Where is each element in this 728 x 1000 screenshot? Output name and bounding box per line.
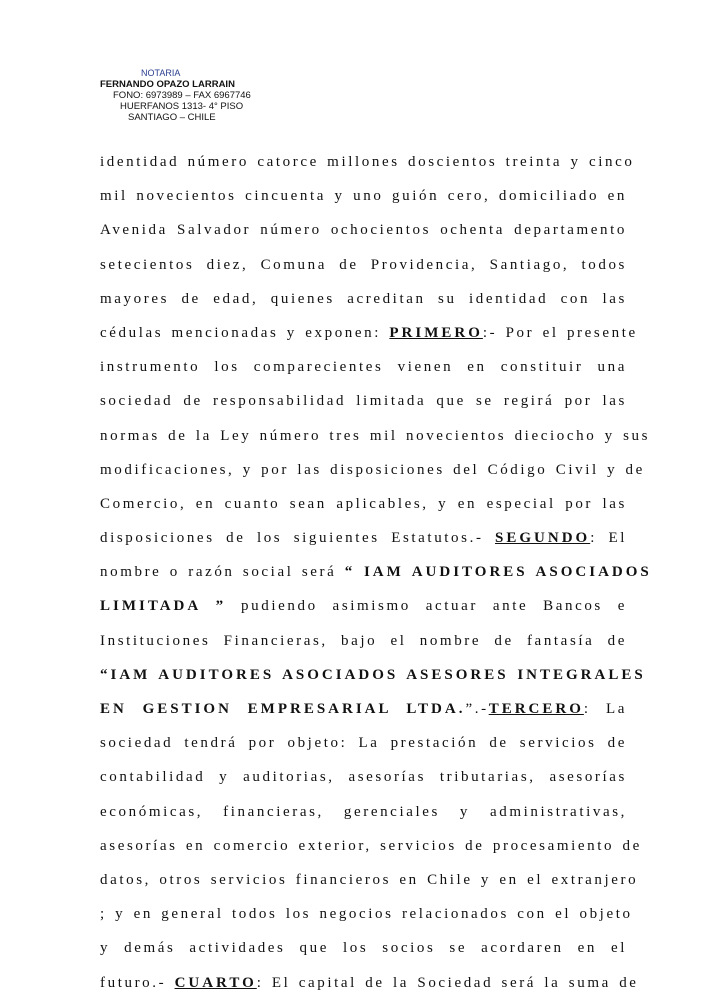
text-line (100, 863, 639, 897)
text-run: Comercio, en cuanto sean aplicables, y en especial por las (100, 495, 627, 512)
text-line (100, 248, 627, 282)
text-run: sociedad de responsabilidad limitada que se regirá por las (100, 393, 627, 410)
text-line (100, 179, 627, 213)
text-run: : El (590, 530, 627, 547)
text-run: normas de la Ley número tres mil novecientos dieciocho y sus (100, 427, 651, 444)
notary-address: HUERFANOS 1313- 4° PISO (120, 101, 244, 112)
text-line (100, 658, 646, 692)
text-run: Instituciones Financieras, bajo el nombre de fantasía de (100, 632, 627, 649)
text-run: identidad número catorce millones doscientos treinta y cinco (100, 154, 635, 170)
text-line (100, 726, 627, 760)
text-run: setecientos diez, Comuna de Providencia, Santiago, todos (100, 256, 627, 273)
text-run: ; y en general todos los negocios relacionados con el objeto (100, 906, 633, 923)
text-run: mil novecientos cincuenta y uno guión cero, domiciliado en (100, 188, 627, 205)
text-run: : La (583, 701, 628, 717)
clause-heading: SEGUNDO (495, 530, 591, 547)
text-line (100, 829, 642, 863)
text-line (100, 931, 627, 965)
clause-heading: PRIMERO (389, 324, 483, 341)
text-line (100, 624, 627, 658)
text-run: pudiendo asimismo actuar ante Bancos e (226, 598, 627, 615)
text-line (100, 555, 652, 589)
deed-body-text (100, 145, 652, 1000)
text-run: mayores de edad, quienes acreditan su identidad con las (100, 290, 627, 307)
text-run: instrumento los comparecientes vienen en constituir una (100, 359, 627, 376)
text-run: : El capital de la Sociedad será la suma de (256, 974, 639, 991)
text-run: cédulas mencionadas y exponen: (100, 324, 390, 341)
text-line (100, 692, 627, 726)
text-run: sociedad tendrá por objeto: La prestación de servicios de (100, 735, 627, 752)
company-name-text: LIMITADA ” (100, 598, 227, 615)
text-line (100, 795, 627, 829)
text-line (100, 145, 635, 179)
text-line (100, 966, 639, 1000)
text-run: asesorías en comercio exterior, servicios de procesamiento de (100, 837, 642, 854)
clause-heading: TERCERO (488, 701, 584, 717)
text-run: nombre o razón social será (100, 564, 345, 581)
text-line (100, 589, 627, 623)
text-run: económicas, financieras, gerenciales y administrativas, (100, 803, 627, 820)
text-run: :- Por el presente (482, 324, 638, 341)
notary-phone-fax: FONO: 6973989 – FAX 6967746 (113, 90, 251, 101)
text-run: Avenida Salvador número ochocientos ochenta departamento (100, 222, 627, 239)
text-line (100, 316, 638, 350)
text-run: modificaciones, y por las disposiciones del Código Civil y de (100, 461, 645, 478)
text-line (100, 521, 627, 555)
text-run: ”.- (465, 701, 489, 717)
text-line (100, 384, 627, 418)
clause-heading: CUARTO (174, 974, 257, 991)
company-name-text: EN GESTION EMPRESARIAL LTDA. (100, 701, 466, 717)
text-run: disposiciones de los siguientes Estatutos.- (100, 530, 496, 547)
text-line (100, 282, 627, 316)
text-run: contabilidad y auditorias, asesorías tributarias, asesorías (100, 769, 627, 786)
text-line (100, 453, 645, 487)
text-run: datos, otros servicios financieros en Chile y en el extranjero (100, 871, 639, 888)
company-name-text: “IAM AUDITORES ASOCIADOS ASESORES INTEGRALES (100, 666, 646, 683)
notary-office-label: NOTARIA (141, 68, 181, 78)
text-line (100, 213, 627, 247)
text-line (100, 897, 633, 931)
text-line (100, 487, 627, 521)
text-line (100, 350, 627, 384)
letterhead (100, 68, 270, 123)
company-name-text: “ IAM AUDITORES ASOCIADOS (344, 564, 652, 581)
text-line (100, 419, 651, 453)
text-run: futuro.- (100, 974, 175, 991)
text-line (100, 760, 627, 794)
notary-city: SANTIAGO – CHILE (128, 112, 216, 123)
text-run: y demás actividades que los socios se acordaren en el (100, 940, 627, 957)
notary-name: FERNANDO OPAZO LARRAIN (100, 79, 235, 90)
